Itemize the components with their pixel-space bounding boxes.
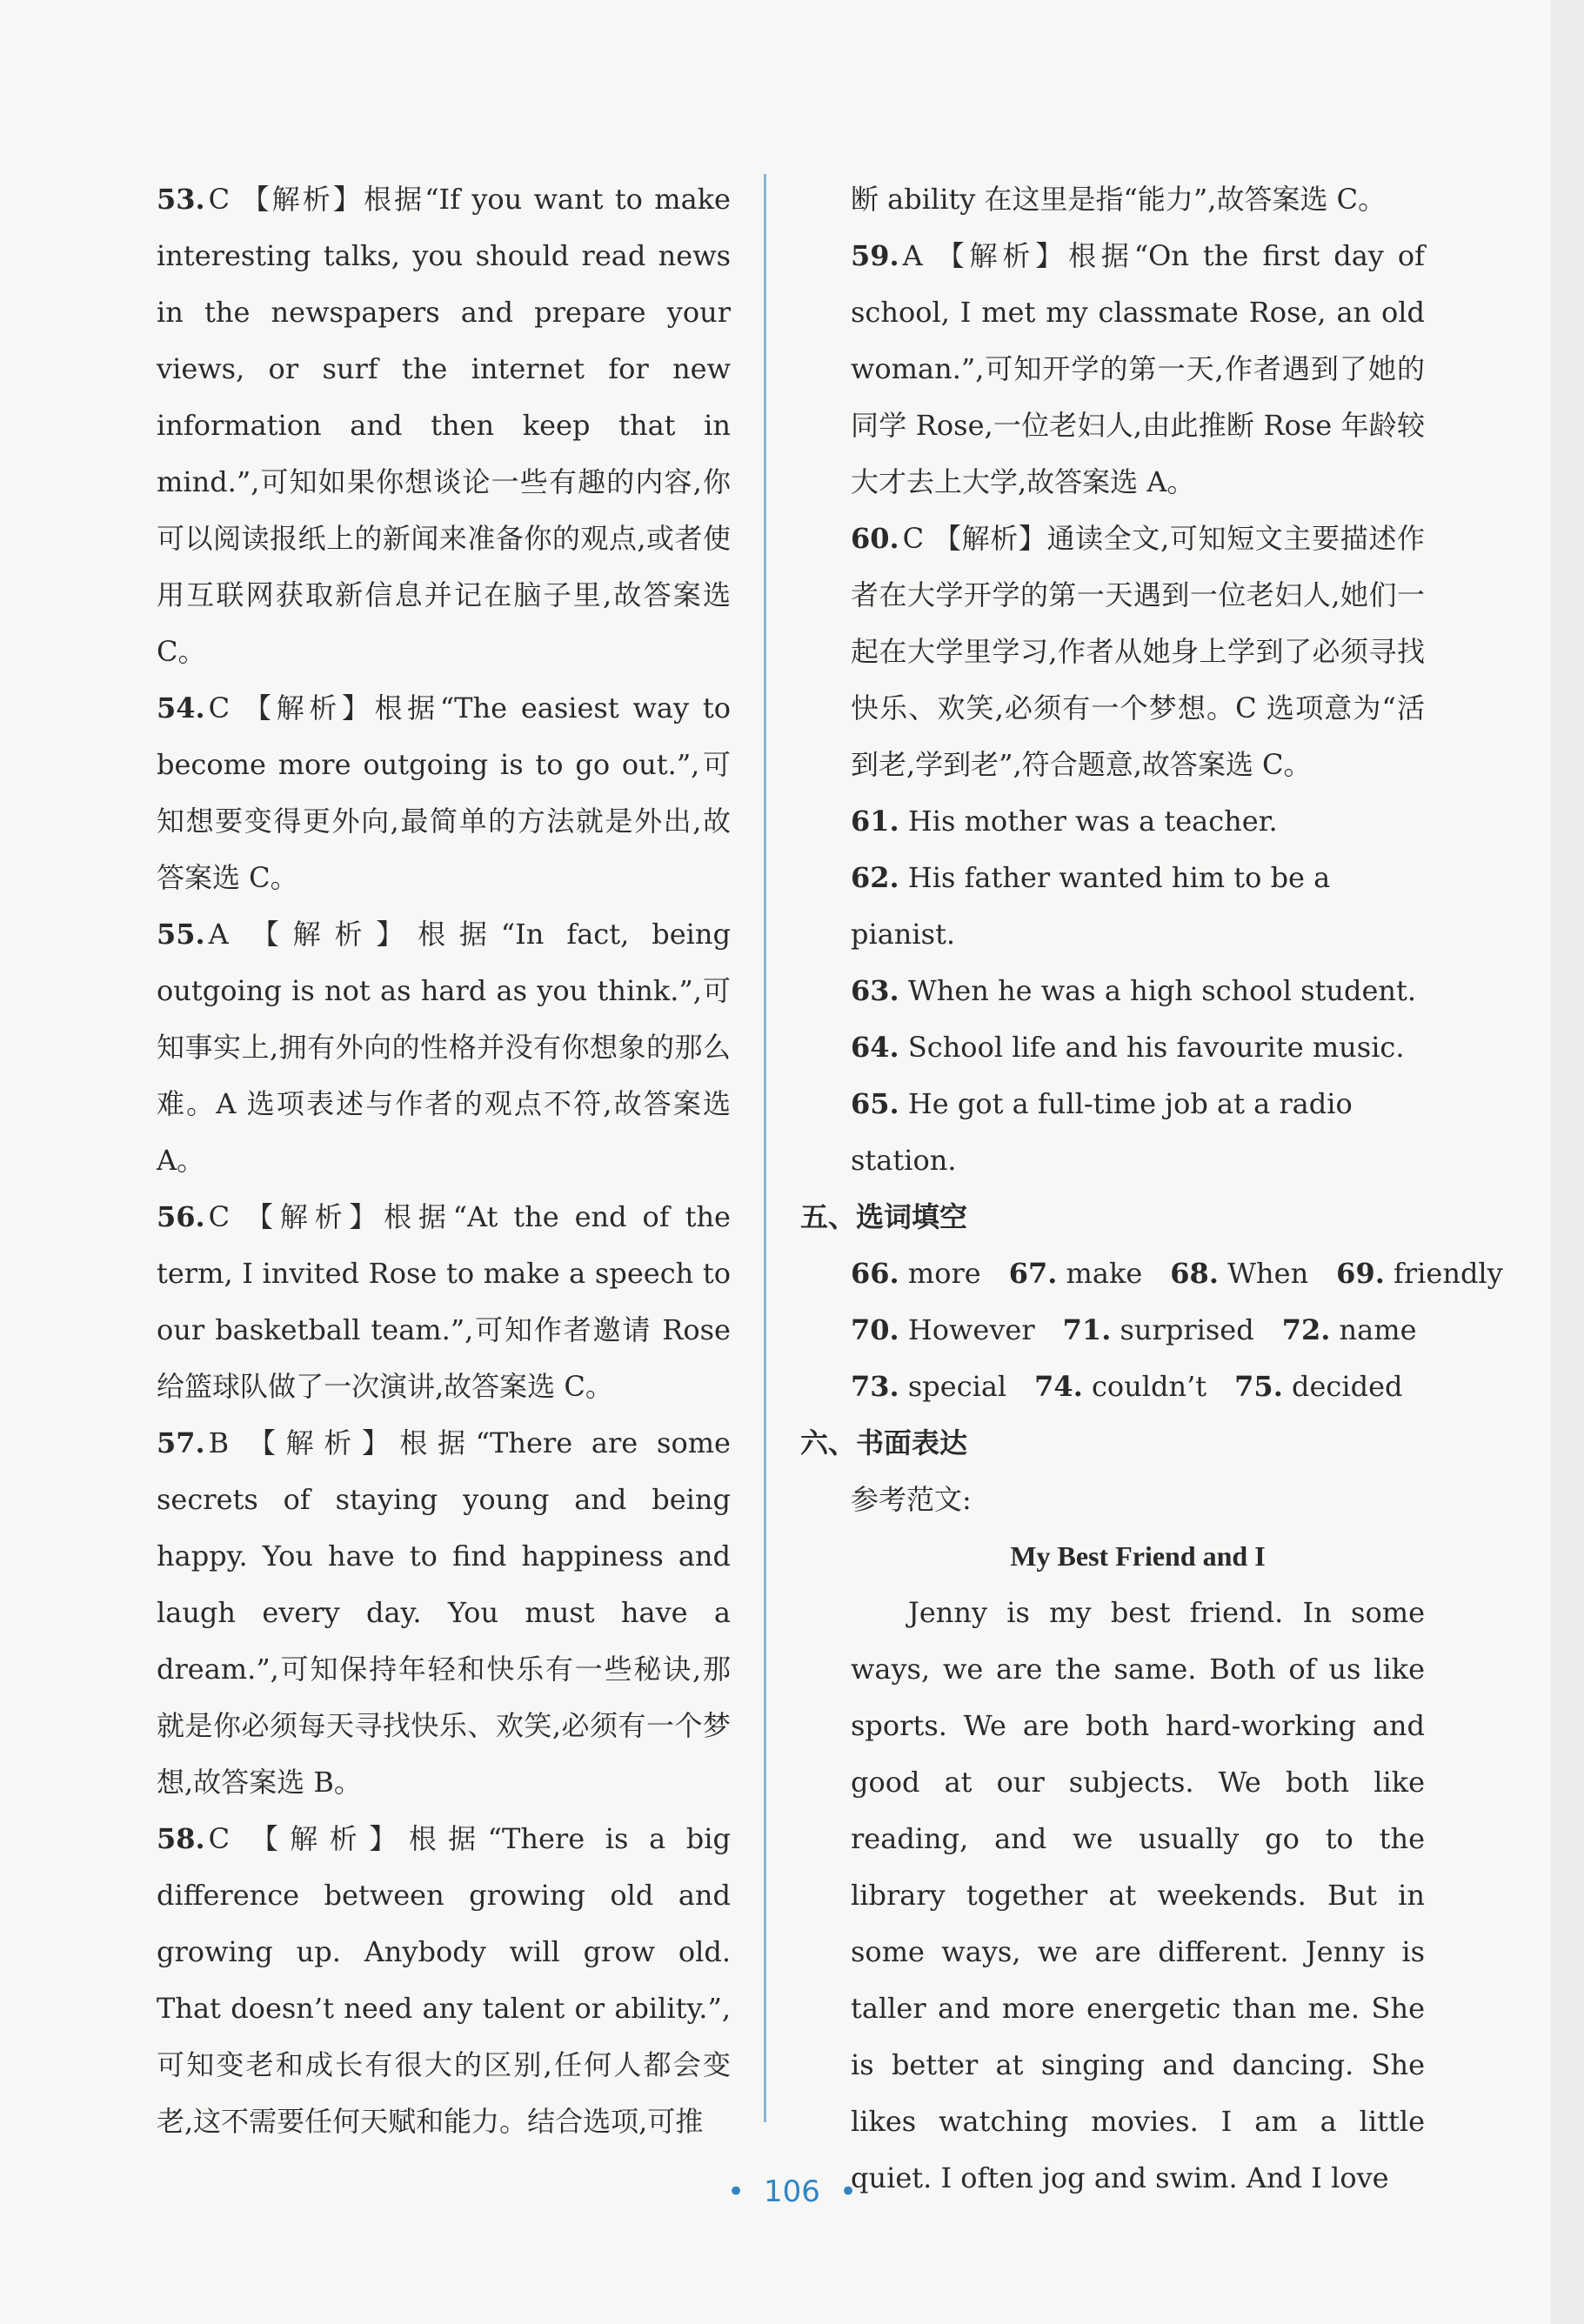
answer-56-explanation: 【解析】根据“At the end of the term, I invited Rose to make a speech to our basketball team.”,可知作者邀请 Rose 给篮球队做了一次演讲,故答案选 C。: [157, 1200, 731, 1403]
left-column: [157, 171, 731, 2150]
right-column: [800, 171, 1503, 2207]
answer-54: 54. C 【解析】根据“The easiest way to become more outgoing is to go out.”,可知想要变得更外向,最简单的方法就是外出,故答案选 C。: [157, 691, 731, 894]
answer-60-explanation: 【解析】通读全文,可知短文主要描述作者在大学开学的第一天遇到一位老妇人,她们一起在大学里学习,作者从她身上学到了必须寻找快乐、欢笑,必须有一个梦想。C 选项意为“活到老,学到老”,符合题意,故答案选 C。: [851, 522, 1425, 781]
blank-row-3: 73. special 74. couldn’t 75. decided: [851, 1370, 1403, 1403]
answer-54-explanation: 【解析】根据“The easiest way to become more outgoing is to go out.”,可知想要变得更外向,最简单的方法就是外出,故答案选 C。: [157, 691, 731, 894]
answer-55: 55. A 【解析】根据“In fact, being outgoing is not as hard as you think.”,可知事实上,拥有外向的性格并没有你想象的那么难。A 选项表述与作者的观点不符,故答案选 A。: [157, 918, 731, 1177]
column-divider: [764, 174, 766, 2122]
reference-label: 参考范文:: [851, 1483, 972, 1516]
answer-56: 56. C 【解析】根据“At the end of the term, I invited Rose to make a speech to our basketball team.”,可知作者邀请 Rose 给篮球队做了一次演讲,故答案选 C。: [157, 1200, 731, 1403]
page-edge-shadow: [1551, 0, 1584, 2324]
blank-row-2: 70. However 71. surprised 72. name: [851, 1313, 1417, 1346]
page-number: • 106 •: [726, 2174, 858, 2209]
answer-53: 53. C 【解析】根据“If you want to make interesting talks, you should read news in the newspapers and prepare your views, or surf the internet for new information and then keep that in mind.”,可知如果你想谈论一些有趣的内容,你可以阅读报纸上的新闻来准备你的观点,或者使用互联网获取新信息并记在脑子里,故答案选 C。: [157, 183, 731, 668]
answer-58-explanation: 【解析】根据“There is a big difference between growing old and growing up. Anybody will grow old. That doesn’t need any talent or ability.”,可知变老和成长有很大的区别,任何人都会变老,这不需要任何天赋和能力。结合选项,可推: [157, 1822, 731, 2138]
answer-63: 63. When he was a high school student.: [851, 974, 1417, 1007]
section-five-title: 五、选词填空: [800, 1200, 968, 1233]
essay-body: Jenny is my best friend. In some ways, we are the same. Both of us like sports. We are both hard-working and good at our subjects. We both like reading, and we usually go to the library together at weekends. But in some ways, we are different. Jenny is taller and more energetic than me. She is better at singing and dancing. She likes watching movies. I am a little quiet. I often jog and swim. And I love: [851, 1596, 1425, 2194]
answer-65: 65. He got a full-time job at a radio station.: [851, 1087, 1353, 1177]
blank-row-1: 66. more 67. make 68. When 69. friendly: [851, 1257, 1503, 1290]
answer-59: 59. A 【解析】根据“On the first day of school, I met my classmate Rose, an old woman.”,可知开学的第一天,作者遇到了她的同学 Rose,一位老妇人,由此推断 Rose 年龄较大才去上大学,故答案选 A。: [851, 239, 1425, 498]
answer-62: 62. His father wanted him to be a pianist.: [851, 861, 1331, 951]
answer-58-continuation: 断 ability 在这里是指“能力”,故答案选 C。: [851, 183, 1387, 216]
answer-58: 58. C 【解析】根据“There is a big difference between growing old and growing up. Anybody will grow old. That doesn’t need any talent or ability.”,可知变老和成长有很大的区别,任何人都会变老,这不需要任何天赋和能力。结合选项,可推: [157, 1822, 731, 2138]
essay-title: My Best Friend and I: [1010, 1540, 1266, 1572]
answer-53-explanation: 【解析】根据“If you want to make interesting talks, you should read news in the newspapers and prepare your views, or surf the internet for new information and then keep that in mind.”,可知如果你想谈论一些有趣的内容,你可以阅读报纸上的新闻来准备你的观点,或者使用互联网获取新信息并记在脑子里,故答案选 C。: [157, 183, 731, 668]
answer-61: 61. His mother was a teacher.: [851, 805, 1278, 838]
answer-57: 57. B 【解析】根据“There are some secrets of staying young and being happy. You have to find happiness and laugh every day. You must have a dream.”,可知保持年轻和快乐有一些秘诀,那就是你必须每天寻找快乐、欢笑,必须有一个梦想,故答案选 B。: [157, 1426, 731, 1799]
answer-64: 64. School life and his favourite music.: [851, 1031, 1405, 1064]
section-six-title: 六、书面表达: [800, 1426, 968, 1459]
answer-57-explanation: 【解析】根据“There are some secrets of staying young and being happy. You have to find happiness and laugh every day. You must have a dream.”,可知保持年轻和快乐有一些秘诀,那就是你必须每天寻找快乐、欢笑,必须有一个梦想,故答案选 B。: [157, 1426, 731, 1799]
answer-55-explanation: 【解析】根据“In fact, being outgoing is not as hard as you think.”,可知事实上,拥有外向的性格并没有你想象的那么难。A 选项表述与作者的观点不符,故答案选 A。: [157, 918, 731, 1177]
answer-59-explanation: 【解析】根据“On the first day of school, I met my classmate Rose, an old woman.”,可知开学的第一天,作者遇到了她的同学 Rose,一位老妇人,由此推断 Rose 年龄较大才去上大学,故答案选 A。: [851, 239, 1425, 498]
answer-60: 60. C 【解析】通读全文,可知短文主要描述作者在大学开学的第一天遇到一位老妇人,她们一起在大学里学习,作者从她身上学到了必须寻找快乐、欢笑,必须有一个梦想。C 选项意为“活到老,学到老”,符合题意,故答案选 C。: [851, 522, 1425, 781]
